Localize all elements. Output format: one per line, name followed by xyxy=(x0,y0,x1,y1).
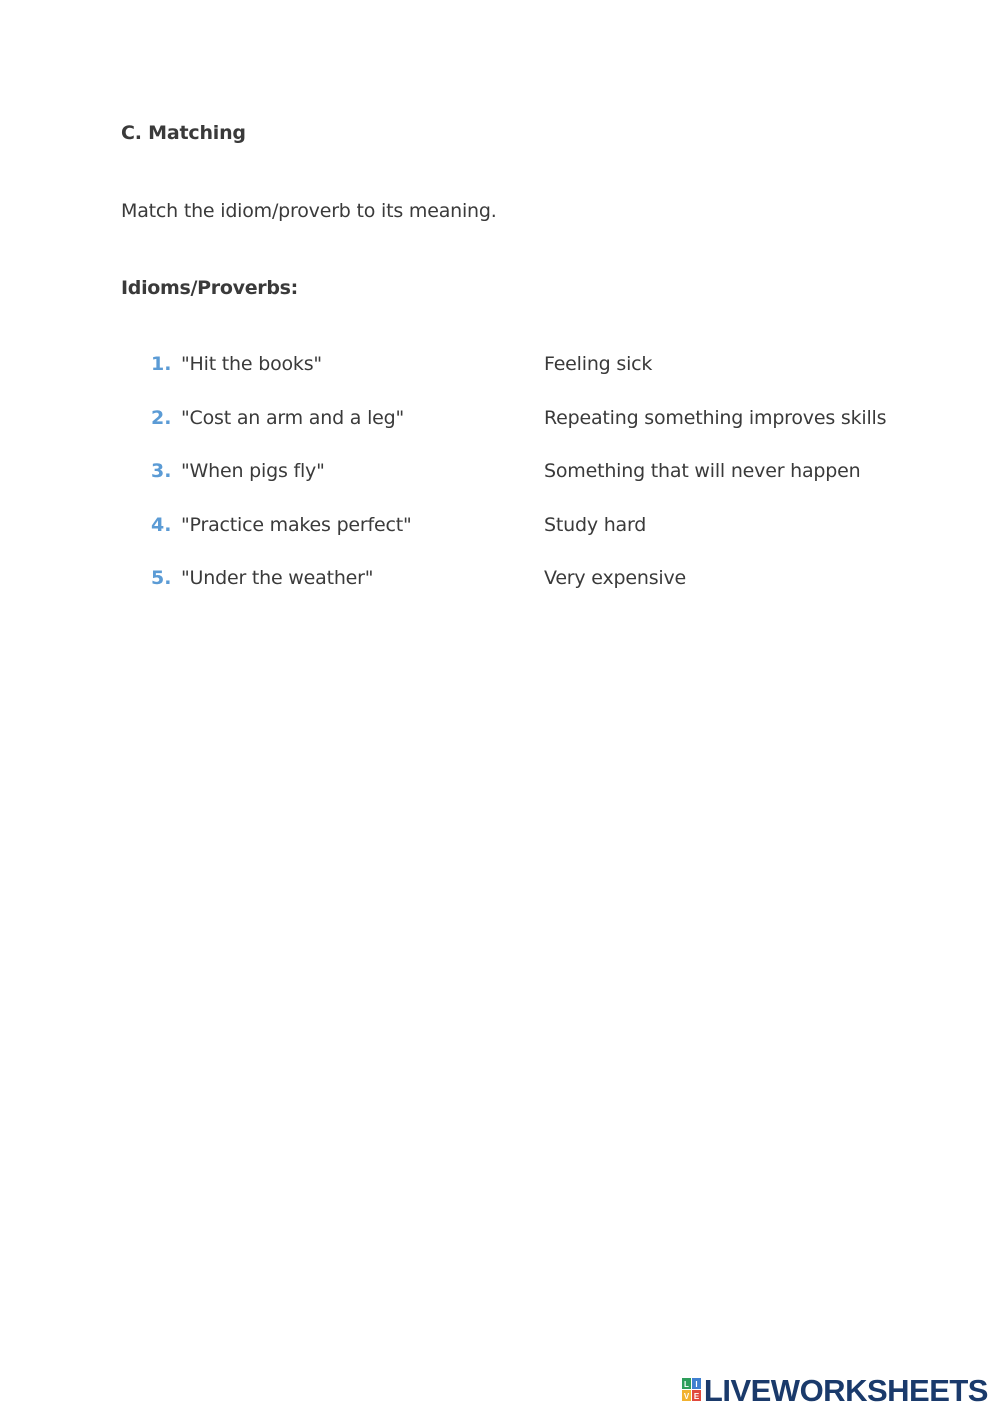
instruction-text: Match the idiom/proverb to its meaning. xyxy=(121,200,497,222)
svg-text:I: I xyxy=(695,1380,698,1389)
meaning-text: Repeating something improves skills xyxy=(544,406,887,429)
list-item xyxy=(150,514,890,568)
meaning-text: Something that will never happen xyxy=(544,460,861,483)
item-number: 1. xyxy=(151,353,172,375)
idioms-subheading: Idioms/Proverbs: xyxy=(121,277,298,299)
section-heading: C. Matching xyxy=(121,122,246,144)
item-number: 4. xyxy=(151,513,172,536)
item-number: 5. xyxy=(151,567,172,590)
logo-text: LIVEWORKSHEETS xyxy=(703,1372,988,1408)
list-item xyxy=(150,353,890,407)
svg-text:E: E xyxy=(693,1392,700,1401)
liveworksheets-logo-icon xyxy=(682,1378,702,1402)
item-number: 2. xyxy=(151,406,172,429)
meaning-text: Feeling sick xyxy=(544,353,653,375)
svg-text:V: V xyxy=(683,1392,690,1401)
idiom-text: "Cost an arm and a leg" xyxy=(181,406,405,429)
list-item xyxy=(150,460,890,514)
svg-text:L: L xyxy=(683,1380,689,1389)
list-item xyxy=(150,407,890,461)
idiom-text: "Practice makes perfect" xyxy=(181,513,412,536)
liveworksheets-logo xyxy=(682,1373,988,1407)
item-number: 3. xyxy=(151,460,172,483)
list-item xyxy=(150,567,890,621)
idiom-list xyxy=(150,353,890,621)
meaning-text: Study hard xyxy=(544,513,647,536)
meaning-text: Very expensive xyxy=(544,567,687,590)
idiom-text: "Hit the books" xyxy=(181,353,322,375)
idiom-text: "Under the weather" xyxy=(181,567,374,590)
idiom-text: "When pigs fly" xyxy=(181,460,325,483)
